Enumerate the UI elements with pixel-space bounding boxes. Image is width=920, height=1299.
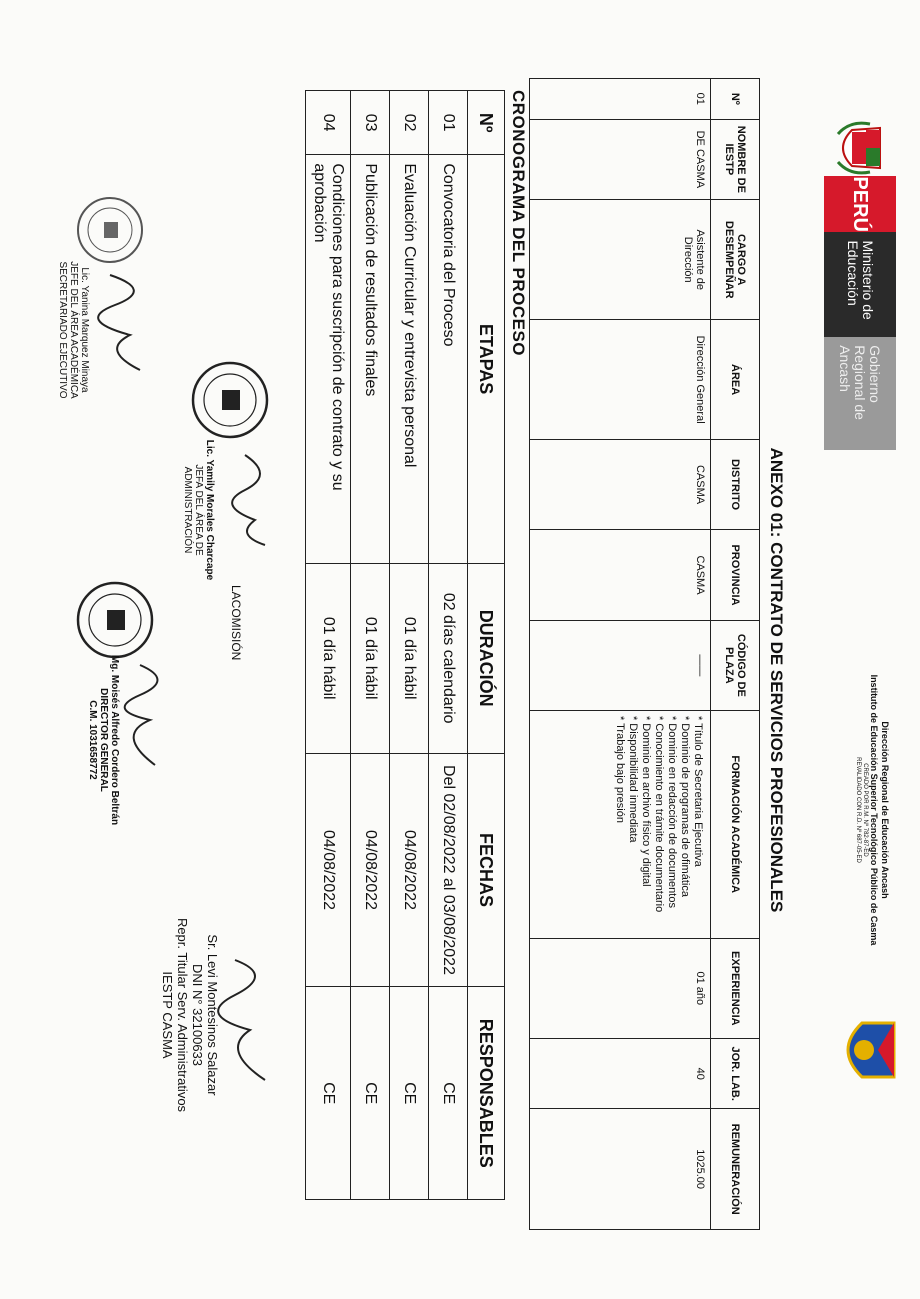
col-codigo-header: CÓDIGO DE PLAZA (711, 620, 760, 710)
col-iestp-header: NOMBRE DE IESTP (711, 119, 760, 200)
crono-num: 04 (306, 91, 351, 155)
signatory-1-name: Lic. Yanina Marquez Minaya (79, 267, 90, 393)
crono-num: 03 (351, 91, 390, 155)
col-jornada-header: JOR. LAB. (711, 1039, 760, 1109)
crono-fecha: 04/08/2022 (306, 753, 351, 987)
cell-jornada: 40 (530, 1039, 711, 1109)
crono-resp: CE (390, 987, 429, 1200)
crono-duracion: 02 días calendario (429, 563, 468, 753)
plaza-table (529, 78, 760, 1230)
crono-fecha: 04/08/2022 (351, 753, 390, 987)
crono-etapa: Convocatoria del Proceso (429, 155, 468, 564)
crono-fecha: 04/08/2022 (390, 753, 429, 987)
crono-duracion: 01 día hábil (351, 563, 390, 753)
col-area-header: ÁREA (711, 320, 760, 440)
col-formacion-header: FORMACIÓN ACADÉMICA (711, 710, 760, 938)
table-row (351, 91, 390, 1200)
formacion-item: * Título de Secretaria Ejecutiva (692, 715, 704, 867)
comision-label: LACOMISIÓN (229, 585, 243, 661)
crono-etapa: Evaluación Curricular y entrevista personal (390, 155, 429, 564)
instituto-name: Instituto de Educación Superior Tecnológico Público de Casma (869, 674, 879, 946)
signatory-3-cm: C.M. 1031658772 (87, 700, 98, 780)
plaza-header-row (711, 79, 760, 1230)
formacion-item: * Dominio en archivo físico y digital (640, 715, 652, 887)
iestp-emblem-icon (832, 1015, 902, 1085)
signatory-2-name: Lic. Yamily Morales Charcape (204, 439, 215, 581)
cell-iestp: DE CASMA (530, 119, 711, 200)
crono-fechas-header: FECHAS (468, 753, 505, 987)
col-experiencia-header: EXPERIENCIA (711, 938, 760, 1039)
signatory-4-role: Repr. Titular Serv. Administrativos (175, 917, 190, 1113)
crono-num: 01 (429, 91, 468, 155)
col-provincia-header: PROVINCIA (711, 530, 760, 621)
signatory-4-name: Sr. Levi Montesinos Salazar (205, 934, 220, 1096)
crono-num: 02 (390, 91, 429, 155)
signatory-3-name: Mg. Moisés Alfredo Cordero Beltrán (109, 654, 120, 826)
crono-duracion: 01 día hábil (390, 563, 429, 753)
cell-distrito: CASMA (530, 439, 711, 529)
signatory-3 (87, 650, 120, 830)
signatory-1-extra: SECRETARIADO EJECUTIVO (57, 261, 68, 399)
cell-num: 01 (530, 79, 711, 120)
formacion-item: * Conocimiento en trámite documentario (653, 715, 665, 913)
signature-2-scribble (215, 450, 280, 550)
formacion-item: * Disponibilidad inmediata (627, 715, 639, 843)
crono-etapas-header: ETAPAS (468, 155, 505, 564)
crono-etapa: Condiciones para suscripción de contrato y su aprobación (306, 155, 351, 564)
signatory-4-inst: IESTP CASMA (160, 971, 175, 1059)
table-row (306, 91, 351, 1200)
crono-num-header: Nº (468, 91, 505, 155)
table-row (530, 79, 711, 1230)
signatory-4 (160, 905, 220, 1125)
direccion-stamp (70, 580, 155, 660)
signatory-2-role: JEFA DEL ÁREA DE ADMINISTRACIÓN (182, 464, 204, 556)
cell-codigo: —— (530, 620, 711, 710)
institution-header (854, 640, 890, 980)
col-num-header: Nº (711, 79, 760, 120)
col-cargo-header: CARGO A DESEMPEÑAR (711, 200, 760, 320)
revalidado-line: REVALIDADO CON R.D. Nº 687-05-ED (855, 757, 861, 863)
cronograma-table (305, 90, 505, 1200)
cronograma-title: CRONOGRAMA DEL PROCESO (509, 90, 528, 357)
crono-responsables-header: RESPONSABLES (468, 987, 505, 1200)
formacion-item: * Dominio en redacción de documentos (666, 715, 678, 908)
signatory-4-dni: DNI N° 32100633 (190, 963, 205, 1067)
direccion-regional: Dirección Regional de Educación Ancash (880, 721, 890, 899)
cronograma-header-row (468, 91, 505, 1200)
annex-title: ANEXO 01: CONTRATO DE SERVICIOS PROFESIONALES (767, 447, 786, 913)
cell-formacion (530, 710, 711, 938)
crono-duracion: 01 día hábil (306, 563, 351, 753)
crono-duracion-header: DURACIÓN (468, 563, 505, 753)
crono-resp: CE (306, 987, 351, 1200)
peru-label: PERÚ (824, 176, 896, 232)
crono-resp: CE (429, 987, 468, 1200)
cell-remuneracion: 1025.00 (530, 1109, 711, 1230)
cell-area: Dirección General (530, 320, 711, 440)
ministerio-label: Ministerio de Educación (824, 232, 896, 337)
signature-1-scribble (85, 270, 160, 380)
creado-line: CREADO POR R.M. Nº 782-87-ED (862, 763, 868, 857)
formacion-item: * Dominio de programas de ofimática (679, 715, 691, 897)
peru-coat-of-arms-icon (824, 120, 896, 176)
gobierno-regional-label: Gobierno Regional de Ancash (824, 337, 896, 450)
cell-provincia: CASMA (530, 530, 711, 621)
table-row (390, 91, 429, 1200)
cell-experiencia: 01 año (530, 938, 711, 1039)
formacion-item: * Trabajo bajo presión (614, 715, 626, 823)
table-row (429, 91, 468, 1200)
signatory-1-role: JEFE DEL ÁREA ACADÉMICA (68, 261, 79, 399)
col-remuneracion-header: REMUNERACIÓN (711, 1109, 760, 1230)
crono-etapa: Publicación de resultados finales (351, 155, 390, 564)
minedu-logo-band (824, 120, 896, 450)
signatory-3-role: DIRECTOR GENERAL (98, 688, 109, 792)
crono-resp: CE (351, 987, 390, 1200)
signatory-2 (182, 420, 215, 600)
col-distrito-header: DISTRITO (711, 439, 760, 529)
cell-cargo: Asistente de Dirección (530, 200, 711, 320)
signatory-1 (57, 250, 90, 410)
crono-fecha: Del 02/08/2022 al 03/08/2022 (429, 753, 468, 987)
